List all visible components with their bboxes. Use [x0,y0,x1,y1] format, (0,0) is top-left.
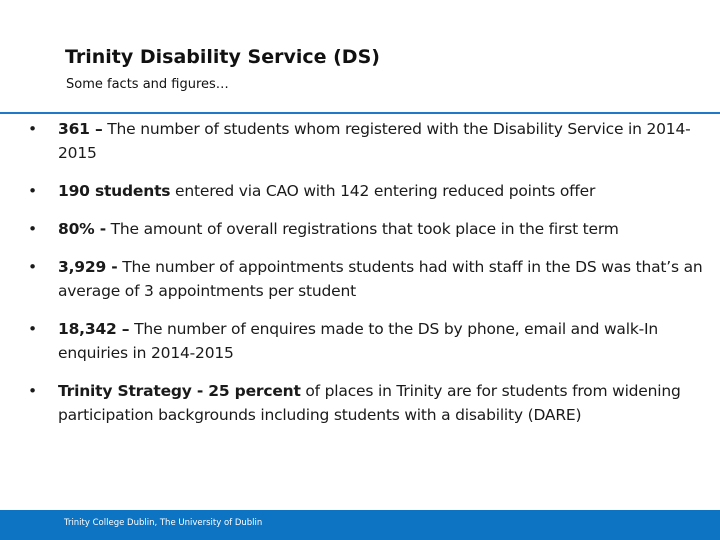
bullet-dot-icon: • [28,220,37,238]
slide-title: Trinity Disability Service (DS) [65,46,380,68]
bullet-dot-icon: • [28,120,37,138]
footer-text: Trinity College Dublin, The University of Dublin [64,518,263,528]
fact-text: The number of appointments students had with staff in the DS was that’s an average of 3 appointments per student [58,258,703,300]
fact-highlight: 3,929 - [58,258,118,276]
fact-text: of places in Trinity are for students from widening participation backgrounds including students with a disability (DARE) [58,382,681,424]
bullet-dot-icon: • [28,182,37,200]
list-item [28,179,718,203]
fact-text: The number of enquires made to the DS by phone, email and walk-In enquiries in 2014-2015 [58,320,658,362]
bullet-dot-icon: • [28,320,37,338]
list-item [28,217,718,241]
fact-highlight: 361 – [58,120,103,138]
fact-highlight: 18,342 – [58,320,130,338]
facts-list [28,117,718,427]
list-item [28,117,718,165]
fact-highlight: Trinity Strategy - 25 percent [58,382,301,400]
fact-text: The amount of overall registrations that took place in the first term [105,220,619,238]
bullet-dot-icon: • [28,382,37,400]
footer-bar [0,510,720,540]
list-item [28,379,718,427]
bullet-dot-icon: • [28,258,37,276]
fact-highlight: 80% - [58,220,106,238]
fact-highlight: 190 students [58,182,171,200]
list-item [28,317,718,365]
fact-text: The number of students whom registered with the Disability Service in 2014-2015 [58,120,691,162]
list-item [28,255,718,303]
header-divider [0,112,720,114]
fact-text: entered via CAO with 142 entering reduced points offer [170,182,596,200]
slide-subtitle: Some facts and figures… [66,77,229,92]
